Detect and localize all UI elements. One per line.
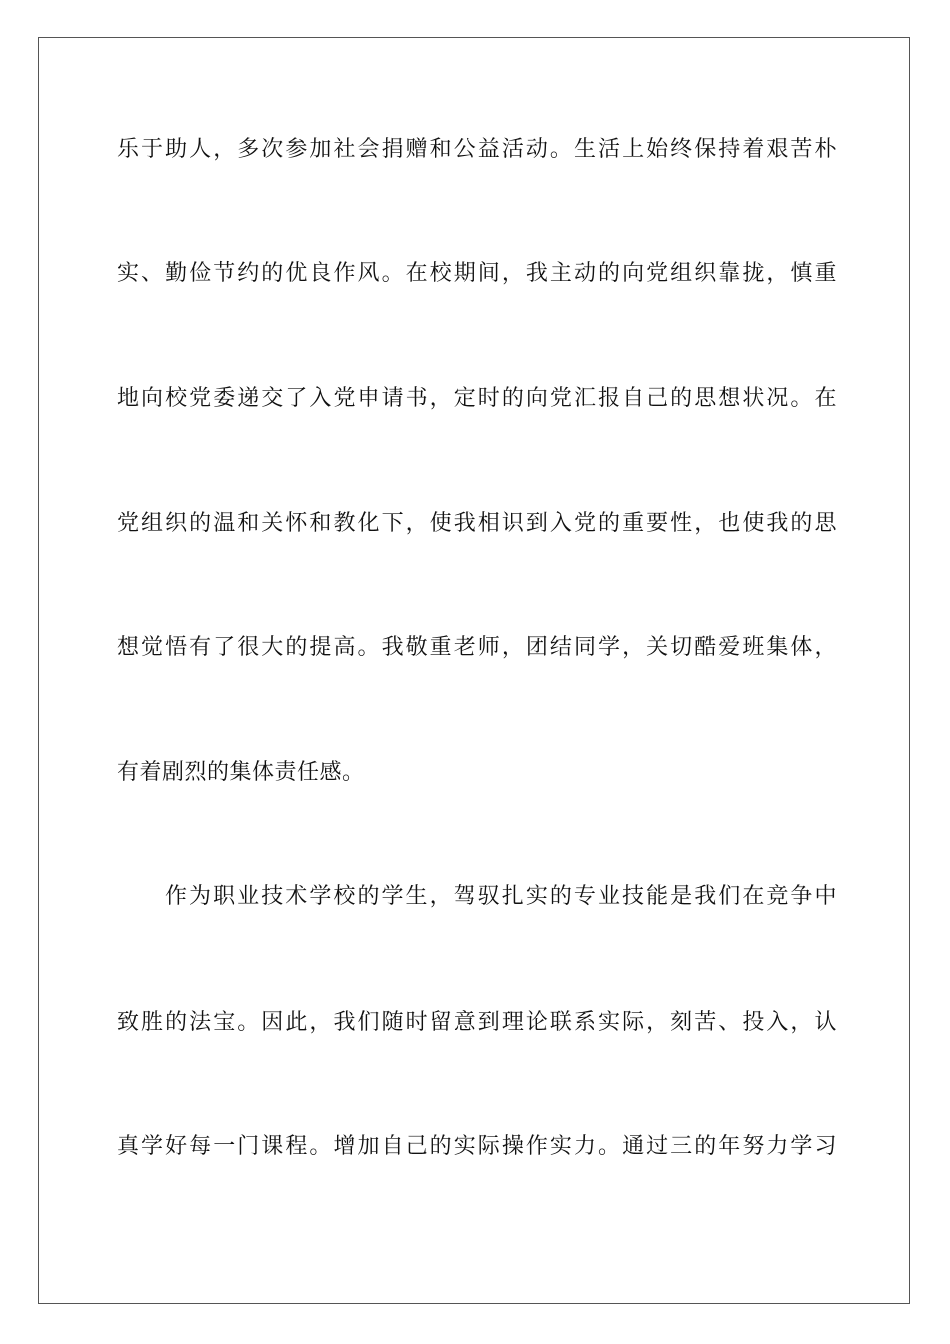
- paragraph-line-3: 地向校党委递交了入党申请书，定时的向党汇报自己的思想状况。在: [117, 386, 837, 411]
- paragraph-line-6: 有着剧烈的集体责任感。: [117, 760, 365, 785]
- paragraph-line-4: 党组织的温和关怀和教化下，使我相识到入党的重要性，也使我的思: [117, 511, 837, 536]
- paragraph-line-5: 想觉悟有了很大的提高。我敬重老师，团结同学，关切酷爱班集体，: [117, 635, 837, 660]
- paragraph-line-8: 致胜的法宝。因此，我们随时留意到理论联系实际，刻苦、投入，认: [117, 1010, 837, 1035]
- paragraph-line-9: 真学好每一门课程。增加自己的实际操作实力。通过三的年努力学习: [117, 1134, 837, 1159]
- paragraph-line-7: 作为职业技术学校的学生，驾驭扎实的专业技能是我们在竞争中: [165, 884, 837, 909]
- paragraph-line-2: 实、勤俭节约的优良作风。在校期间，我主动的向党组织靠拢，慎重: [117, 261, 837, 286]
- paragraph-line-1: 乐于助人，多次参加社会捐赠和公益活动。生活上始终保持着艰苦朴: [117, 137, 837, 162]
- document-page: [38, 37, 910, 1304]
